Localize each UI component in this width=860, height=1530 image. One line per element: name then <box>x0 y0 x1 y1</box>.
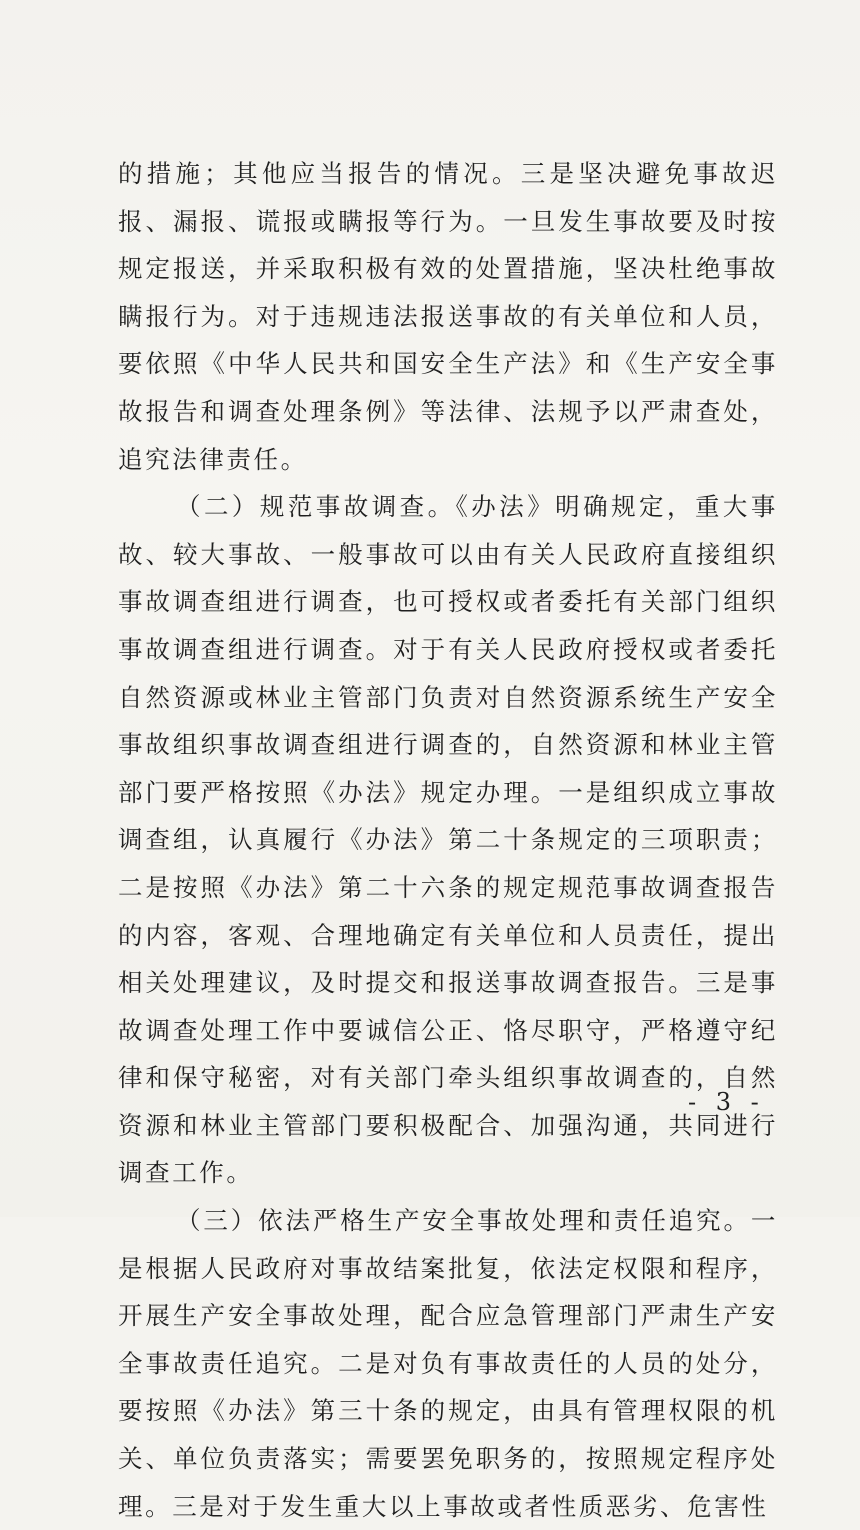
page-number: - 3 - <box>688 1088 765 1116</box>
paragraph-continuation: 的措施；其他应当报告的情况。三是坚决避免事故迟报、漏报、谎报或瞒报等行为。一旦发生事故要及时按规定报送，并采取积极有效的处置措施，坚决杜绝事故瞒报行为。对于违规违法报送事故的有关单位和人员，要依照《中华人民共和国安全生产法》和《生产安全事故报告和调查处理条例》等法律、法规予以严肃查处，追究法律责任。 <box>118 159 778 474</box>
body-text <box>118 150 778 1530</box>
paragraph-accident-handling: （三）依法严格生产安全事故处理和责任追究。一是根据人民政府对事故结案批复，依法定权限和程序，开展生产安全事故处理，配合应急管理部门严肃生产安全事故责任追究。二是对负有事故责任的人员的处分，要按照《办法》第三十条的规定，由具有管理权限的机关、单位负责落实；需要罢免职务的，按照规定程序处理。三是对于发生重大以上事故或者性质恶劣、危害性 <box>118 1206 778 1521</box>
paragraph-accident-investigation: （二）规范事故调查。《办法》明确规定，重大事故、较大事故、一般事故可以由有关人民政府直接组织事故调查组进行调查，也可授权或者委托有关部门组织事故调查组进行调查。对于有关人民政府授权或者委托自然资源或林业主管部门负责对自然资源系统生产安全事故组织事故调查组进行调查的，自然资源和林业主管部门要严格按照《办法》规定办理。一是组织成立事故调查组，认真履行《办法》第二十条规定的三项职责；二是按照《办法》第二十六条的规定规范事故调查报告的内容，客观、合理地确定有关单位和人员责任，提出相关处理建议，及时提交和报送事故调查报告。三是事故调查处理工作中要诚信公正、恪尽职守，严格遵守纪律和保守秘密，对有关部门牵头组织事故调查的，自然资源和林业主管部门要积极配合、加强沟通，共同进行调查工作。 <box>118 492 778 1188</box>
